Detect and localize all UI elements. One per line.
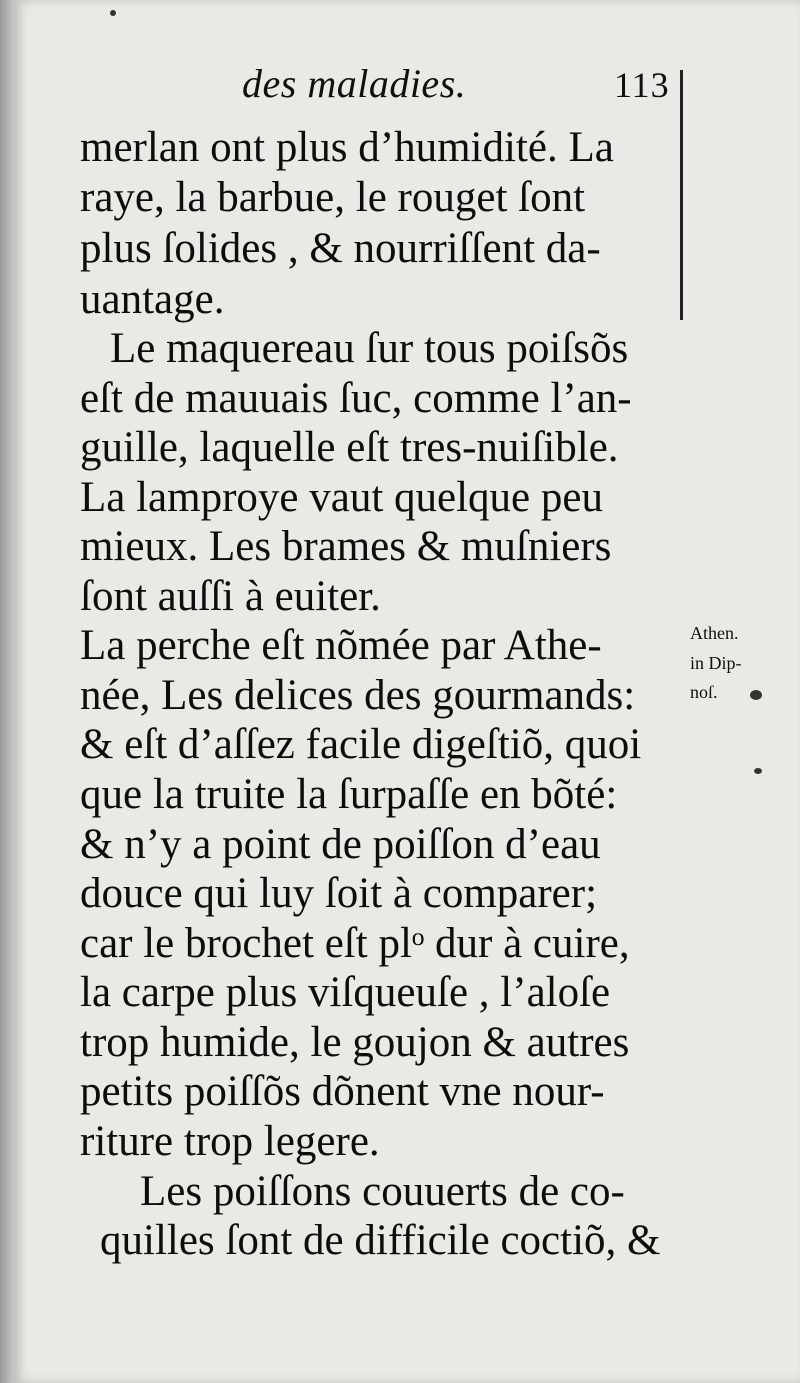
text-line: eſt de mauuais ſuc, comme l’an- xyxy=(80,375,632,422)
text-line: Les poiſſons couuerts de co- xyxy=(140,1168,625,1215)
text-line: née, Les delices des gourmands: xyxy=(80,672,636,719)
page-number: 113 xyxy=(614,65,670,105)
text-line: & n’y a point de poiſſon d’eau xyxy=(80,821,601,868)
text-line: Le maquereau ſur tous poiſsõs xyxy=(110,325,629,372)
text-line: la carpe plus viſqueuſe , l’aloſe xyxy=(80,969,611,1016)
text-line: que la truite la ſurpaſſe en bõté: xyxy=(80,771,618,818)
text-line: La perche eſt nõmée par Athe- xyxy=(80,622,602,669)
text-line: La lamproye vaut quelque peu xyxy=(80,474,603,521)
ink-speck xyxy=(750,690,762,700)
text-line: merlan ont plus d’humidité. La xyxy=(80,124,614,171)
ink-speck xyxy=(754,768,762,774)
margin-note-line: in Dip- xyxy=(690,653,742,673)
text-line: guille, laquelle eſt tres-nuiſible. xyxy=(80,424,619,471)
margin-note-line: noſ. xyxy=(690,682,718,702)
text-line: quilles ſont de difficile coctiõ, & xyxy=(100,1217,661,1264)
text-line: ſont auſſi à euiter. xyxy=(80,573,381,620)
text-line: petits poiſſõs dõnent vne nour- xyxy=(80,1068,605,1115)
margin-rule xyxy=(680,70,683,320)
text-line: & eſt d’aſſez facile digeſtiõ, quoi xyxy=(80,721,642,768)
text-line: car le brochet eſt plᵒ dur à cuire, xyxy=(80,920,630,967)
page-gutter xyxy=(0,0,14,1383)
book-page xyxy=(14,0,800,1383)
text-line: riture trop legere. xyxy=(80,1118,380,1165)
text-line: uantage. xyxy=(80,276,225,323)
margin-note-line: Athen. xyxy=(690,623,739,643)
text-line: plus ſolides , & nourriſſent da- xyxy=(80,225,601,272)
text-line: trop humide, le goujon & autres xyxy=(80,1019,630,1066)
running-title: des maladies. xyxy=(242,61,467,106)
text-line: mieux. Les brames & muſniers xyxy=(80,523,612,570)
text-line: douce qui luy ſoit à comparer; xyxy=(80,870,598,917)
ink-speck xyxy=(110,10,116,16)
text-line: raye, la barbue, le rouget ſont xyxy=(80,174,586,221)
